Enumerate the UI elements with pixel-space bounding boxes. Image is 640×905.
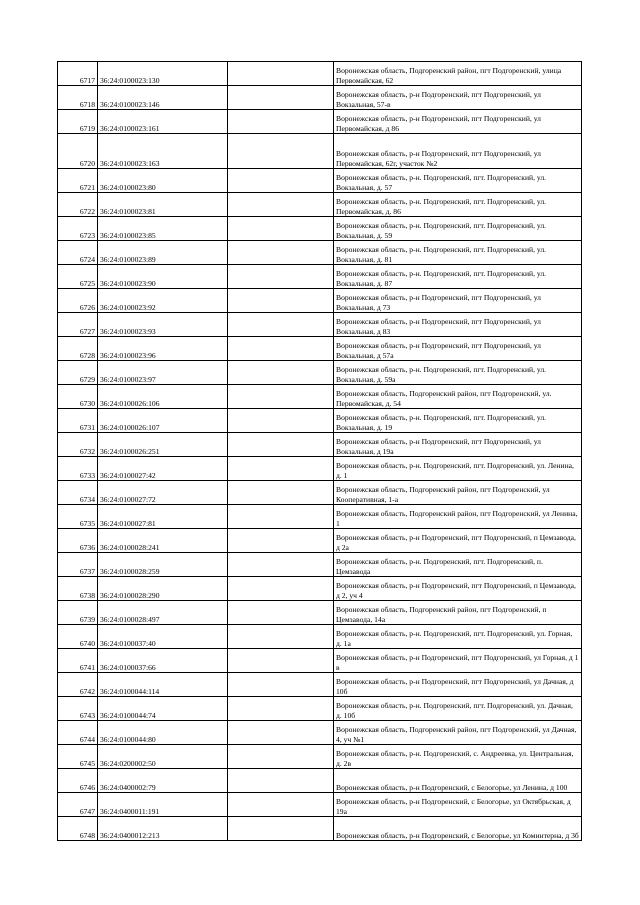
cadastral-number: 36:24:0100023:146 <box>98 86 228 110</box>
table-row <box>58 769 582 793</box>
table-row <box>58 505 582 529</box>
table-row <box>58 529 582 553</box>
cadastral-number: 36:24:0100023:81 <box>98 193 228 217</box>
empty-cell <box>228 529 334 553</box>
cadastral-number: 36:24:0100023:80 <box>98 169 228 193</box>
table-row <box>58 553 582 577</box>
table-row <box>58 433 582 457</box>
row-number: 6727 <box>58 313 98 337</box>
row-number: 6718 <box>58 86 98 110</box>
table-row <box>58 265 582 289</box>
table-row <box>58 110 582 134</box>
address: Воронежская область, р-н. Подгоренский, пгт. Подгоренский, ул. Вокзальная, д. 57 <box>334 169 582 193</box>
empty-cell <box>228 697 334 721</box>
row-number: 6746 <box>58 769 98 793</box>
cadastral-number: 36:24:0100044:74 <box>98 697 228 721</box>
address: Воронежская область, Подгоренский район, пгт Подгоренский, п Цемзавода, 14а <box>334 601 582 625</box>
row-number: 6747 <box>58 793 98 817</box>
table-row <box>58 745 582 769</box>
row-number: 6739 <box>58 601 98 625</box>
row-number: 6721 <box>58 169 98 193</box>
table-row <box>58 169 582 193</box>
table-row <box>58 361 582 385</box>
row-number: 6742 <box>58 673 98 697</box>
empty-cell <box>228 241 334 265</box>
cadastral-number: 36:24:0100037:66 <box>98 649 228 673</box>
cadastral-number: 36:24:0400011:191 <box>98 793 228 817</box>
cadastral-number: 36:24:0100023:163 <box>98 134 228 169</box>
address: Воронежская область, Подгоренский район, пгт Подгоренский, улица Первомайская, 62 <box>334 62 582 86</box>
empty-cell <box>228 553 334 577</box>
row-number: 6748 <box>58 817 98 841</box>
empty-cell <box>228 433 334 457</box>
cadastral-number: 36:24:0100027:42 <box>98 457 228 481</box>
row-number: 6745 <box>58 745 98 769</box>
empty-cell <box>228 385 334 409</box>
cadastral-number: 36:24:0400002:79 <box>98 769 228 793</box>
row-number: 6717 <box>58 62 98 86</box>
empty-cell <box>228 86 334 110</box>
row-number: 6728 <box>58 337 98 361</box>
empty-cell <box>228 601 334 625</box>
cadastral-number: 36:24:0100023:130 <box>98 62 228 86</box>
row-number: 6736 <box>58 529 98 553</box>
empty-cell <box>228 649 334 673</box>
address: Воронежская область, р-н. Подгоренский, пгт. Подгоренский, ул. Дачная, д. 10б <box>334 697 582 721</box>
empty-cell <box>228 505 334 529</box>
row-number: 6725 <box>58 265 98 289</box>
registry-table <box>57 61 582 841</box>
cadastral-number: 36:24:0400012:213 <box>98 817 228 841</box>
cadastral-number: 36:24:0100023:89 <box>98 241 228 265</box>
address: Воронежская область, р-н Подгоренский, пгт Подгоренский, ул Вокзальная, д 83 <box>334 313 582 337</box>
empty-cell <box>228 745 334 769</box>
cadastral-number: 36:24:0100023:93 <box>98 313 228 337</box>
row-number: 6735 <box>58 505 98 529</box>
empty-cell <box>228 313 334 337</box>
empty-cell <box>228 110 334 134</box>
table-row <box>58 86 582 110</box>
table-row <box>58 601 582 625</box>
empty-cell <box>228 217 334 241</box>
row-number: 6738 <box>58 577 98 601</box>
empty-cell <box>228 721 334 745</box>
cadastral-number: 36:24:0100028:290 <box>98 577 228 601</box>
cadastral-number: 36:24:0200002:50 <box>98 745 228 769</box>
table-row <box>58 673 582 697</box>
row-number: 6723 <box>58 217 98 241</box>
row-number: 6731 <box>58 409 98 433</box>
empty-cell <box>228 673 334 697</box>
cadastral-number: 36:24:0100023:161 <box>98 110 228 134</box>
table-row <box>58 625 582 649</box>
empty-cell <box>228 289 334 313</box>
row-number: 6726 <box>58 289 98 313</box>
address: Воронежская область, р-н. Подгоренский, пгт. Подгоренский, ул. Горная, д. 1а <box>334 625 582 649</box>
table-row <box>58 457 582 481</box>
row-number: 6719 <box>58 110 98 134</box>
row-number: 6730 <box>58 385 98 409</box>
address: Воронежская область, Подгоренский район, пгт Подгоренский, ул Дачная, 4, уч №1 <box>334 721 582 745</box>
row-number: 6724 <box>58 241 98 265</box>
table-row <box>58 385 582 409</box>
table-row <box>58 481 582 505</box>
empty-cell <box>228 769 334 793</box>
table-row <box>58 241 582 265</box>
address: Воронежская область, р-н. Подгоренский, пгт. Подгоренский, ул. Вокзальная, д. 59а <box>334 361 582 385</box>
address: Воронежская область, р-н Подгоренский, пгт Подгоренский, ул Вокзальная, д 73 <box>334 289 582 313</box>
address: Воронежская область, р-н. Подгоренский, пгт. Подгоренский, ул. Первомайская, д. 86 <box>334 193 582 217</box>
table-row <box>58 409 582 433</box>
address: Воронежская область, р-н Подгоренский, пгт Подгоренский, п Цемзавода, д 2, уч 4 <box>334 577 582 601</box>
row-number: 6744 <box>58 721 98 745</box>
address: Воронежская область, р-н. Подгоренский, с. Андреевка, ул. Центральная, д. 2в <box>334 745 582 769</box>
address: Воронежская область, Подгоренский район, пгт Подгоренский, ул. Первомайская, д. 54 <box>334 385 582 409</box>
cadastral-number: 36:24:0100044:114 <box>98 673 228 697</box>
table-row <box>58 134 582 169</box>
cadastral-number: 36:24:0100027:81 <box>98 505 228 529</box>
table-row <box>58 217 582 241</box>
table-row <box>58 577 582 601</box>
empty-cell <box>228 625 334 649</box>
empty-cell <box>228 134 334 169</box>
table-row <box>58 721 582 745</box>
address: Воронежская область, р-н. Подгоренский, пгт. Подгоренский, ул. Вокзальная, д. 59 <box>334 217 582 241</box>
cadastral-number: 36:24:0100023:96 <box>98 337 228 361</box>
empty-cell <box>228 62 334 86</box>
address: Воронежская область, р-н Подгоренский, пгт Подгоренский, ул Горная, д 1 в <box>334 649 582 673</box>
row-number: 6729 <box>58 361 98 385</box>
cadastral-number: 36:24:0100023:92 <box>98 289 228 313</box>
address: Воронежская область, р-н. Подгоренский, пгт. Подгоренский, ул. Вокзальная, д. 87 <box>334 265 582 289</box>
address: Воронежская область, р-н. Подгоренский, пгт. Подгоренский, п. Цемзавода <box>334 553 582 577</box>
address: Воронежская область, р-н Подгоренский, пгт Подгоренский, ул Вокзальная, д 57а <box>334 337 582 361</box>
row-number: 6740 <box>58 625 98 649</box>
address: Воронежская область, Подгоренский район, пгт Подгоренский, ул Ленина, 1 <box>334 505 582 529</box>
row-number: 6743 <box>58 697 98 721</box>
empty-cell <box>228 409 334 433</box>
row-number: 6734 <box>58 481 98 505</box>
address: Воронежская область, р-н Подгоренский, пгт Подгоренский, ул Вокзальная, д 19а <box>334 433 582 457</box>
address: Воронежская область, р-н. Подгоренский, пгт. Подгоренский, ул. Ленина, д. 1 <box>334 457 582 481</box>
empty-cell <box>228 793 334 817</box>
empty-cell <box>228 169 334 193</box>
cadastral-number: 36:24:0100028:497 <box>98 601 228 625</box>
cadastral-number: 36:24:0100028:259 <box>98 553 228 577</box>
row-number: 6737 <box>58 553 98 577</box>
cadastral-number: 36:24:0100023:97 <box>98 361 228 385</box>
address: Воронежская область, р-н. Подгоренский, пгт. Подгоренский, ул. Вокзальная, д. 81 <box>334 241 582 265</box>
cadastral-number: 36:24:0100037:40 <box>98 625 228 649</box>
address: Воронежская область, р-н Подгоренский, с Белогорье, ул Ленина, д 100 <box>334 769 582 793</box>
table-row <box>58 313 582 337</box>
empty-cell <box>228 361 334 385</box>
cadastral-number: 36:24:0100044:80 <box>98 721 228 745</box>
table-row <box>58 193 582 217</box>
address: Воронежская область, р-н Подгоренский, пгт Подгоренский, ул Первомайская, д 86 <box>334 110 582 134</box>
row-number: 6732 <box>58 433 98 457</box>
cadastral-number: 36:24:0100023:90 <box>98 265 228 289</box>
address: Воронежская область, р-н. Подгоренский, пгт. Подгоренский, ул. Вокзальная, д. 19 <box>334 409 582 433</box>
table-row <box>58 289 582 313</box>
empty-cell <box>228 577 334 601</box>
cadastral-number: 36:24:0100028:241 <box>98 529 228 553</box>
table-row <box>58 793 582 817</box>
empty-cell <box>228 337 334 361</box>
row-number: 6733 <box>58 457 98 481</box>
address: Воронежская область, р-н Подгоренский, с Белогорье, ул Октябрьская, д 19а <box>334 793 582 817</box>
empty-cell <box>228 817 334 841</box>
registry-body <box>58 62 582 841</box>
empty-cell <box>228 457 334 481</box>
cadastral-number: 36:24:0100027:72 <box>98 481 228 505</box>
address: Воронежская область, р-н Подгоренский, пгт Подгоренский, п Цемзавода, д 2а <box>334 529 582 553</box>
row-number: 6741 <box>58 649 98 673</box>
table-row <box>58 649 582 673</box>
address: Воронежская область, Подгоренский район, пгт Подгоренский, ул Кооперативная, 1-а <box>334 481 582 505</box>
empty-cell <box>228 481 334 505</box>
cadastral-number: 36:24:0100026:107 <box>98 409 228 433</box>
address: Воронежская область, р-н Подгоренский, пгт Подгоренский, ул Вокзальная, 57-в <box>334 86 582 110</box>
row-number: 6720 <box>58 134 98 169</box>
empty-cell <box>228 193 334 217</box>
address: Воронежская область, р-н Подгоренский, с Белогорье, ул Коминтерна, д 3б <box>334 817 582 841</box>
address: Воронежская область, р-н Подгоренский, пгт Подгоренский, ул Дачная, д 10б <box>334 673 582 697</box>
table-row <box>58 62 582 86</box>
row-number: 6722 <box>58 193 98 217</box>
table-row <box>58 817 582 841</box>
address: Воронежская область, р-н Подгоренский, пгт Подгоренский, ул Первомайская, 62г, участок №2 <box>334 134 582 169</box>
table-row <box>58 697 582 721</box>
cadastral-number: 36:24:0100026:106 <box>98 385 228 409</box>
empty-cell <box>228 265 334 289</box>
table-row <box>58 337 582 361</box>
cadastral-number: 36:24:0100023:85 <box>98 217 228 241</box>
cadastral-number: 36:24:0100026:251 <box>98 433 228 457</box>
